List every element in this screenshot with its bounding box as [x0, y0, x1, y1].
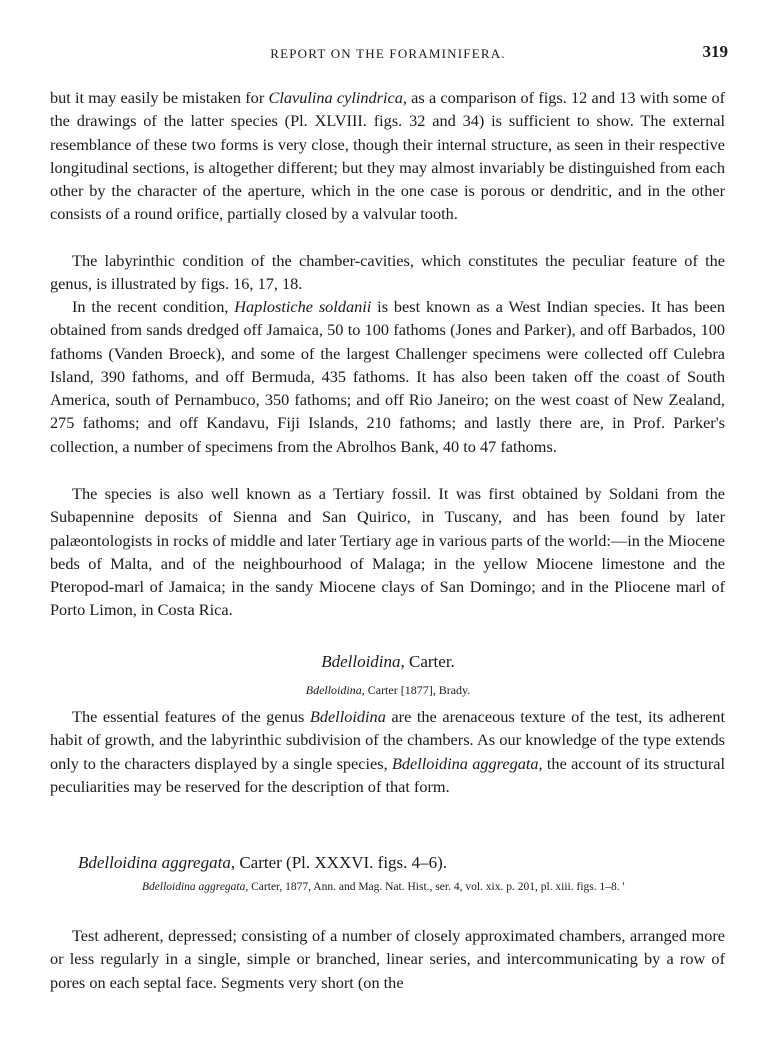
paragraph-tertiary-fossil: [50, 482, 725, 622]
taxon-name: Haplostiche soldanii: [234, 297, 372, 316]
text: is best known as a West Indian species. It has been obtained from sands dredged off Jamaica, 50 to 100 fathoms (Jones and Parker), and off Barbados, 100 fathoms (Vanden Broeck), and some of the largest Challenger specimens were collected off Culebra Island, 390 fathoms, and off Bermuda, 435 fathoms. It has also been taken off the coast of South America, south of Pernambuco, 350 fathoms; and off Rio Janeiro; on the west coast of New Zealand, 275 fathoms; and off Kandavu, Fiji Islands, 210 fathoms; and lastly there are, in Prof. Parker's collection, a number of specimens from the Abrolhos Bank, 40 to 47 fathoms.: [50, 297, 726, 456]
paragraph-labyrinthic-condition: [50, 249, 725, 296]
genus-synonym-name: Bdelloidina: [305, 683, 362, 697]
text: The species is also well known as a Tertiary fossil. It was first obtained by Soldani from the Subapennine deposits of Sienna and San Quirico, in Tuscany, and has been found by later palæontologists in rocks of middle and later Tertiary age in various parts of the world:—in the Miocene beds of Malta, and of the neighbourhood of Malaga; in the yellow Miocene limestone and the Pteropod-marl of Jamaica; in the sandy Miocene clays of San Domingo; and in the Pliocene marl of Porto Limon, in Costa Rica.: [50, 484, 725, 620]
species-citation: , Carter (Pl. XXXVI. figs. 4–6).: [230, 853, 448, 872]
text: The labyrinthic condition of the chamber-cavities, which constitutes the peculiar feature of the genus, is illustrated by figs. 16, 17, 18.: [50, 251, 725, 294]
text: , as a comparison of figs. 12 and 13 with some of the drawings of the latter species (Pl. XLVIII. figs. 32 and 34) is sufficient to show. The external resemblance of these two forms is very close, though their internal structure, as seen in their respective longitudinal sections, is altogether different; but they may almost invariably be distinguished from each other by the character of the aperture, which in the one case is porous or dendritic, and in the other consists of a round orifice, partially closed by a valvular tooth.: [50, 88, 726, 224]
species-heading: [78, 853, 447, 873]
text: but it may easily be mistaken for: [50, 88, 269, 107]
paragraph-genus-features: [50, 705, 725, 798]
genus-synonymy: [0, 683, 776, 698]
genus-heading: [0, 652, 776, 672]
running-head: [0, 42, 776, 66]
taxon-name: Clavulina cylindrica: [268, 88, 403, 107]
text: The essential features of the genus: [72, 707, 310, 726]
species-reference: [142, 878, 726, 896]
genus-author: , Carter.: [400, 652, 455, 671]
taxon-name: Bdelloidina: [309, 707, 386, 726]
genus-name: Bdelloidina: [321, 652, 401, 671]
species-name: Bdelloidina aggregata: [78, 853, 231, 872]
paragraph-species-description: [50, 924, 725, 994]
text: In the recent condition,: [72, 297, 235, 316]
running-title: REPORT ON THE FORAMINIFERA.: [270, 46, 506, 61]
page-number: 319: [702, 42, 728, 61]
paragraph-aperture-comparison: [50, 86, 725, 226]
reference-citation: , Carter, 1877, Ann. and Mag. Nat. Hist., ser. 4, vol. xix. p. 201, pl. xiii. figs. 1–8. ': [245, 881, 625, 893]
genus-synonym-citation: , Carter [1877], Brady.: [361, 683, 471, 697]
text: are the arenaceous texture of the test, its adherent habit of growth, and the labyrinthic subdivision of the chambers. As our knowledge of the type extends only to the characters displayed by a single species,: [50, 707, 725, 773]
paragraph-recent-distribution: [50, 295, 725, 458]
text: , the account of its structural peculiarities may be reserved for the description of that form.: [50, 753, 725, 796]
text: Test adherent, depressed; consisting of a number of closely approximated chambers, arranged more or less regularly in a single, simple or branched, linear series, and intercommunicating by a row of pores on each septal face. Segments very short (on the: [50, 926, 725, 992]
taxon-name: Bdelloidina aggregata: [391, 753, 539, 773]
reference-name: Bdelloidina aggregata: [142, 881, 246, 893]
